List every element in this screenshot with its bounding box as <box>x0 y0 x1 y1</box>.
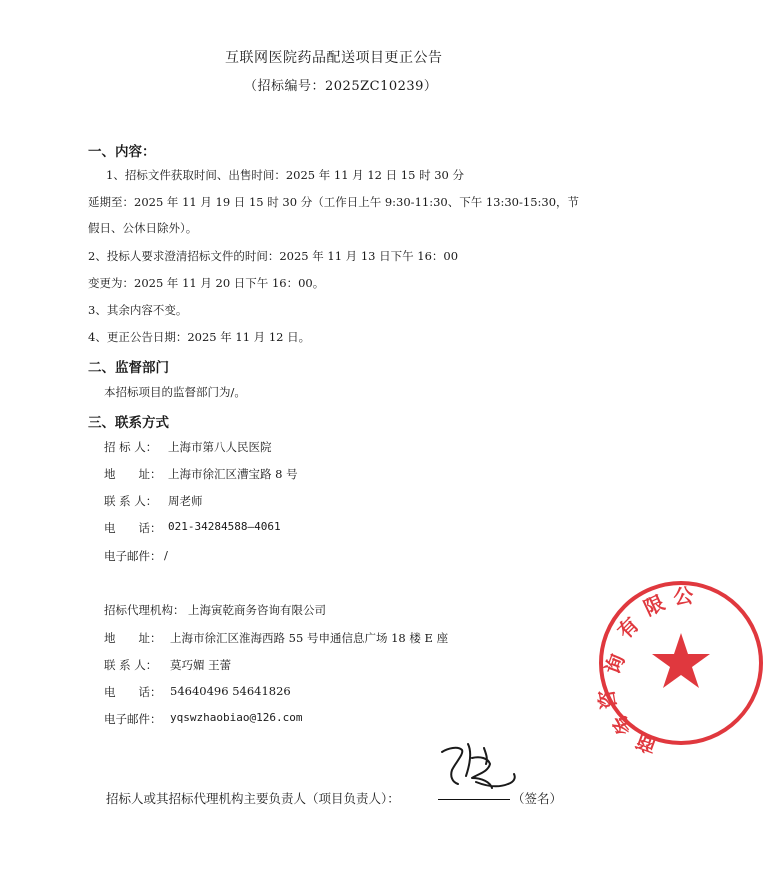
content-item-2-line-1: 2、投标人要求澄清招标文件的时间：2025 年 11 月 13 日下午 16：00 <box>88 249 459 263</box>
agency-phone-label: 电 话： <box>104 685 162 699</box>
phone-value: 021-34284588—4061 <box>168 520 281 533</box>
svg-text:公: 公 <box>672 583 695 609</box>
address-value: 上海市徐汇区漕宝路 8 号 <box>168 467 298 481</box>
svg-text:务: 务 <box>606 709 638 741</box>
tender-number: （招标编号：2025ZC10239） <box>244 79 438 94</box>
tenderer-label: 招 标 人： <box>104 440 158 454</box>
content-item-1-line-2: 延期至：2025 年 11 月 19 日 15 时 30 分（工作日上午 9:30-11:30、下午 13:30-15:30，节 <box>88 195 580 209</box>
section-supervision-heading: 二、监督部门 <box>88 360 169 376</box>
agency-value: 上海寅乾商务咨询有限公司 <box>188 603 326 617</box>
agency-contact-value: 莫巧媚 王蕾 <box>170 658 232 672</box>
company-seal-stamp <box>593 578 766 758</box>
supervision-text: 本招标项目的监督部门为/。 <box>104 385 246 399</box>
content-item-1-line-3: 假日、公休日除外）。 <box>88 221 198 235</box>
agency-email-value: yqswzhaobiao@126.com <box>170 711 303 724</box>
content-item-4: 4、更正公告日期：2025 年 11 月 12 日。 <box>88 330 311 344</box>
email-value: / <box>164 548 168 562</box>
agency-label: 招标代理机构： <box>104 603 185 617</box>
content-item-3: 3、其余内容不变。 <box>88 303 188 317</box>
svg-text:商: 商 <box>632 728 660 758</box>
svg-text:询: 询 <box>600 650 630 678</box>
agency-email-label: 电子邮件： <box>104 712 162 726</box>
email-label: 电子邮件： <box>104 549 162 563</box>
page-title: 互联网医院药品配送项目更正公告 <box>225 50 443 66</box>
address-label: 地 址： <box>104 467 162 481</box>
signature-line <box>438 799 510 800</box>
signature-label: 招标人或其招标代理机构主要负责人（项目负责人）： <box>106 791 400 806</box>
section-contact-heading: 三、联系方式 <box>88 415 169 431</box>
content-item-1-line-1: 1、招标文件获取时间、出售时间：2025 年 11 月 12 日 15 时 30 分 <box>106 168 465 182</box>
agency-phone-value: 54640496 54641826 <box>170 684 291 698</box>
agency-address-label: 地 址： <box>104 631 162 645</box>
content-item-2-line-2: 变更为：2025 年 11 月 20 日下午 16：00。 <box>88 276 325 290</box>
phone-label: 电 话： <box>104 521 162 535</box>
contact-person-value: 周老师 <box>168 494 203 508</box>
signature-suffix: （签名） <box>512 791 563 806</box>
contact-person-label: 联 系 人： <box>104 494 158 508</box>
section-content-heading: 一、内容： <box>88 144 156 160</box>
handwritten-signature <box>428 738 520 798</box>
agency-address-value: 上海市徐汇区淮海西路 55 号申通信息广场 18 楼 E 座 <box>170 631 449 645</box>
agency-contact-label: 联 系 人： <box>104 658 158 672</box>
tenderer-value: 上海市第八人民医院 <box>168 440 272 454</box>
svg-text:限: 限 <box>639 590 669 621</box>
svg-text:咨: 咨 <box>593 687 621 712</box>
svg-text:有: 有 <box>612 612 644 644</box>
